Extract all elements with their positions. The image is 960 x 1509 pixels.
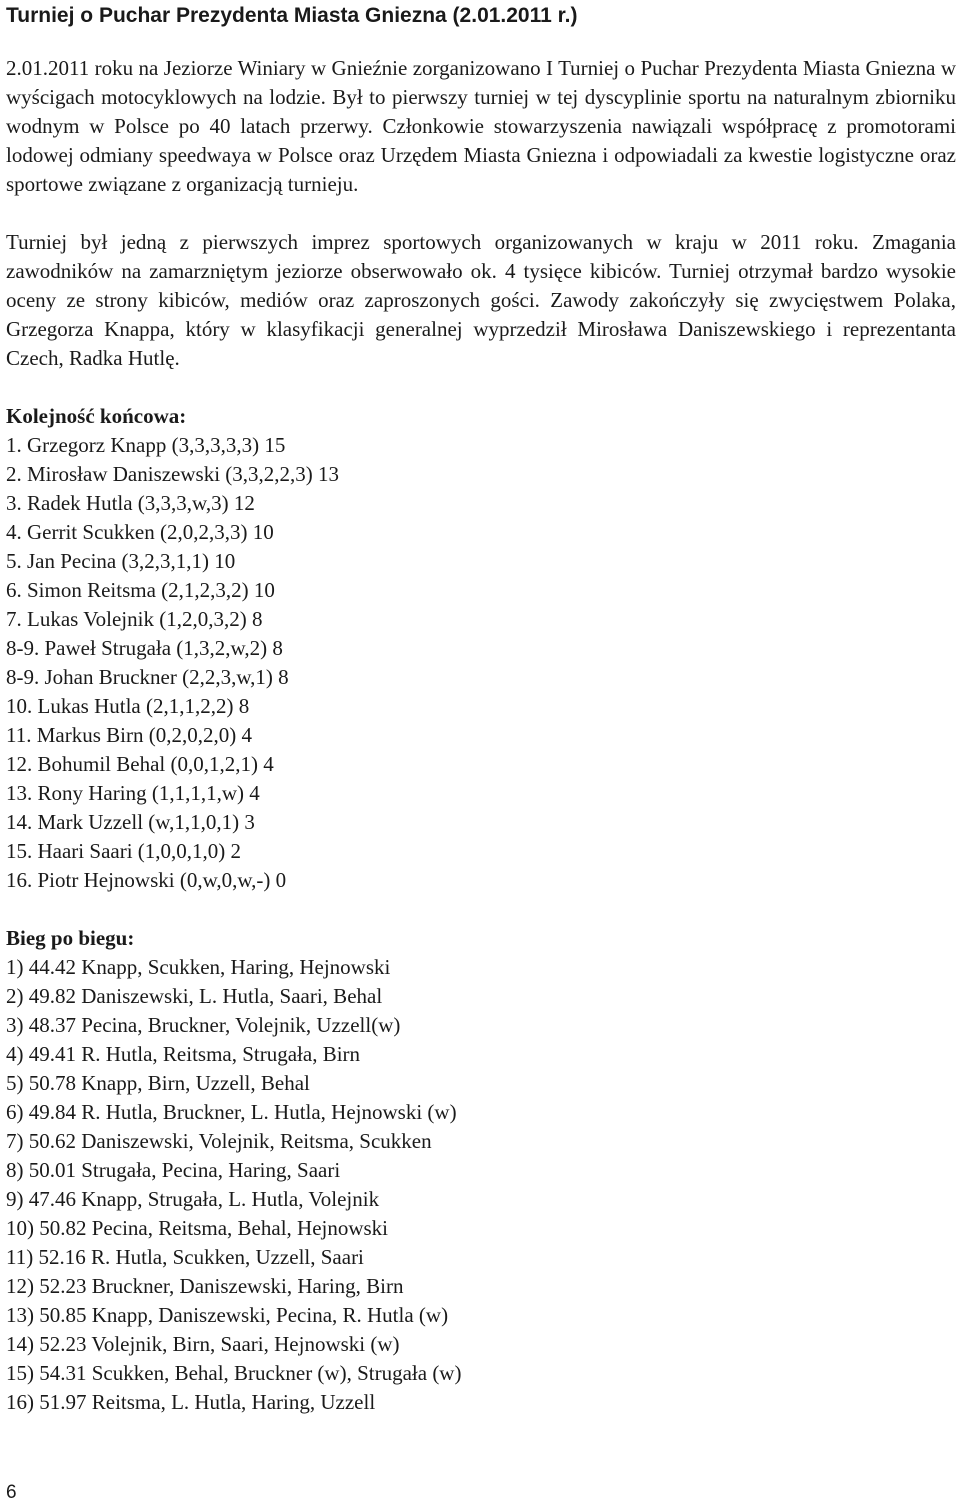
heat-item: 8) 50.01 Strugała, Pecina, Haring, Saari (6, 1158, 341, 1182)
heat-item: 10) 50.82 Pecina, Reitsma, Behal, Hejnowski (6, 1216, 389, 1240)
standings-list (6, 431, 956, 895)
standings-item: 1. Grzegorz Knapp (3,3,3,3,3) 15 (6, 433, 286, 457)
standings-item: 2. Mirosław Daniszewski (3,3,2,2,3) 13 (6, 462, 340, 486)
standings-item: 12. Bohumil Behal (0,0,1,2,1) 4 (6, 752, 274, 776)
standings-heading: Kolejność końcowa: (6, 404, 187, 428)
heat-item: 7) 50.62 Daniszewski, Volejnik, Reitsma, Scukken (6, 1129, 432, 1153)
heat-item: 15) 54.31 Scukken, Behal, Bruckner (w), Strugała (w) (6, 1361, 462, 1385)
standings-item: 8-9. Johan Bruckner (2,2,3,w,1) 8 (6, 665, 289, 689)
heat-item: 3) 48.37 Pecina, Bruckner, Volejnik, Uzzell(w) (6, 1013, 401, 1037)
heat-item: 4) 49.41 R. Hutla, Reitsma, Strugała, Birn (6, 1042, 361, 1066)
document-page (6, 0, 956, 1417)
heat-item: 14) 52.23 Volejnik, Birn, Saari, Hejnowski (w) (6, 1332, 400, 1356)
paragraph-summary: Turniej był jedną z pierwszych imprez sportowych organizowanych w kraju w 2011 roku. Zmagania zawodników na zamarzniętym jeziorze obserwowało ok. 4 tysięce kibiców. Turniej otrzymał bardzo wysokie oceny ze strony kibiców, mediów oraz zaproszonych gości. Zawody zakończyły się zwycięstwem Polaka, Grzegorza Knappa, który w klasyfikacji generalnej wyprzedził Mirosława Daniszewskiego i reprezentanta Czech, Radka Hutlę. (6, 230, 956, 370)
heats-heading: Bieg po biegu: (6, 926, 135, 950)
standings-item: 3. Radek Hutla (3,3,3,w,3) 12 (6, 491, 255, 515)
heat-item: 11) 52.16 R. Hutla, Scukken, Uzzell, Saari (6, 1245, 364, 1269)
heat-item: 12) 52.23 Bruckner, Daniszewski, Haring, Birn (6, 1274, 404, 1298)
heat-item: 9) 47.46 Knapp, Strugała, L. Hutla, Volejnik (6, 1187, 380, 1211)
standings-item: 6. Simon Reitsma (2,1,2,3,2) 10 (6, 578, 275, 602)
standings-item: 4. Gerrit Scukken (2,0,2,3,3) 10 (6, 520, 274, 544)
standings-item: 16. Piotr Hejnowski (0,w,0,w,-) 0 (6, 868, 287, 892)
heat-item: 1) 44.42 Knapp, Scukken, Haring, Hejnowski (6, 955, 391, 979)
standings-item: 10. Lukas Hutla (2,1,1,2,2) 8 (6, 694, 250, 718)
heat-item: 6) 49.84 R. Hutla, Bruckner, L. Hutla, Hejnowski (w) (6, 1100, 457, 1124)
heat-item: 13) 50.85 Knapp, Daniszewski, Pecina, R. Hutla (w) (6, 1303, 449, 1327)
standings-item: 13. Rony Haring (1,1,1,1,w) 4 (6, 781, 260, 805)
paragraph-intro: 2.01.2011 roku na Jeziorze Winiary w Gnieźnie zorganizowano I Turniej o Puchar Prezydenta Miasta Gniezna w wyścigach motocyklowych na lodzie. Był to pierwszy turniej w tej dyscyplinie sportu na naturalnym zbiorniku wodnym w Polsce po 40 latach przerwy. Członkowie stowarzyszenia nawiązali współpracę z promotorami lodowej odmiany speedwaya w Polsce oraz Urzędem Miasta Gniezna i odpowiadali za kwestie logistyczne oraz sportowe związane z organizacją turnieju. (6, 56, 956, 196)
standings-item: 15. Haari Saari (1,0,0,1,0) 2 (6, 839, 242, 863)
heat-item: 2) 49.82 Daniszewski, L. Hutla, Saari, Behal (6, 984, 383, 1008)
standings-item: 5. Jan Pecina (3,2,3,1,1) 10 (6, 549, 236, 573)
page-number: 6 (6, 1482, 17, 1503)
heats-list (6, 953, 956, 1417)
standings-item: 7. Lukas Volejnik (1,2,0,3,2) 8 (6, 607, 263, 631)
standings-item: 14. Mark Uzzell (w,1,1,0,1) 3 (6, 810, 255, 834)
standings-item: 11. Markus Birn (0,2,0,2,0) 4 (6, 723, 252, 747)
heat-item: 5) 50.78 Knapp, Birn, Uzzell, Behal (6, 1071, 310, 1095)
document-title: Turniej o Puchar Prezydenta Miasta Gniezna (2.01.2011 r.) (6, 4, 578, 27)
heat-item: 16) 51.97 Reitsma, L. Hutla, Haring, Uzzell (6, 1390, 376, 1414)
standings-item: 8-9. Paweł Strugała (1,3,2,w,2) 8 (6, 636, 283, 660)
